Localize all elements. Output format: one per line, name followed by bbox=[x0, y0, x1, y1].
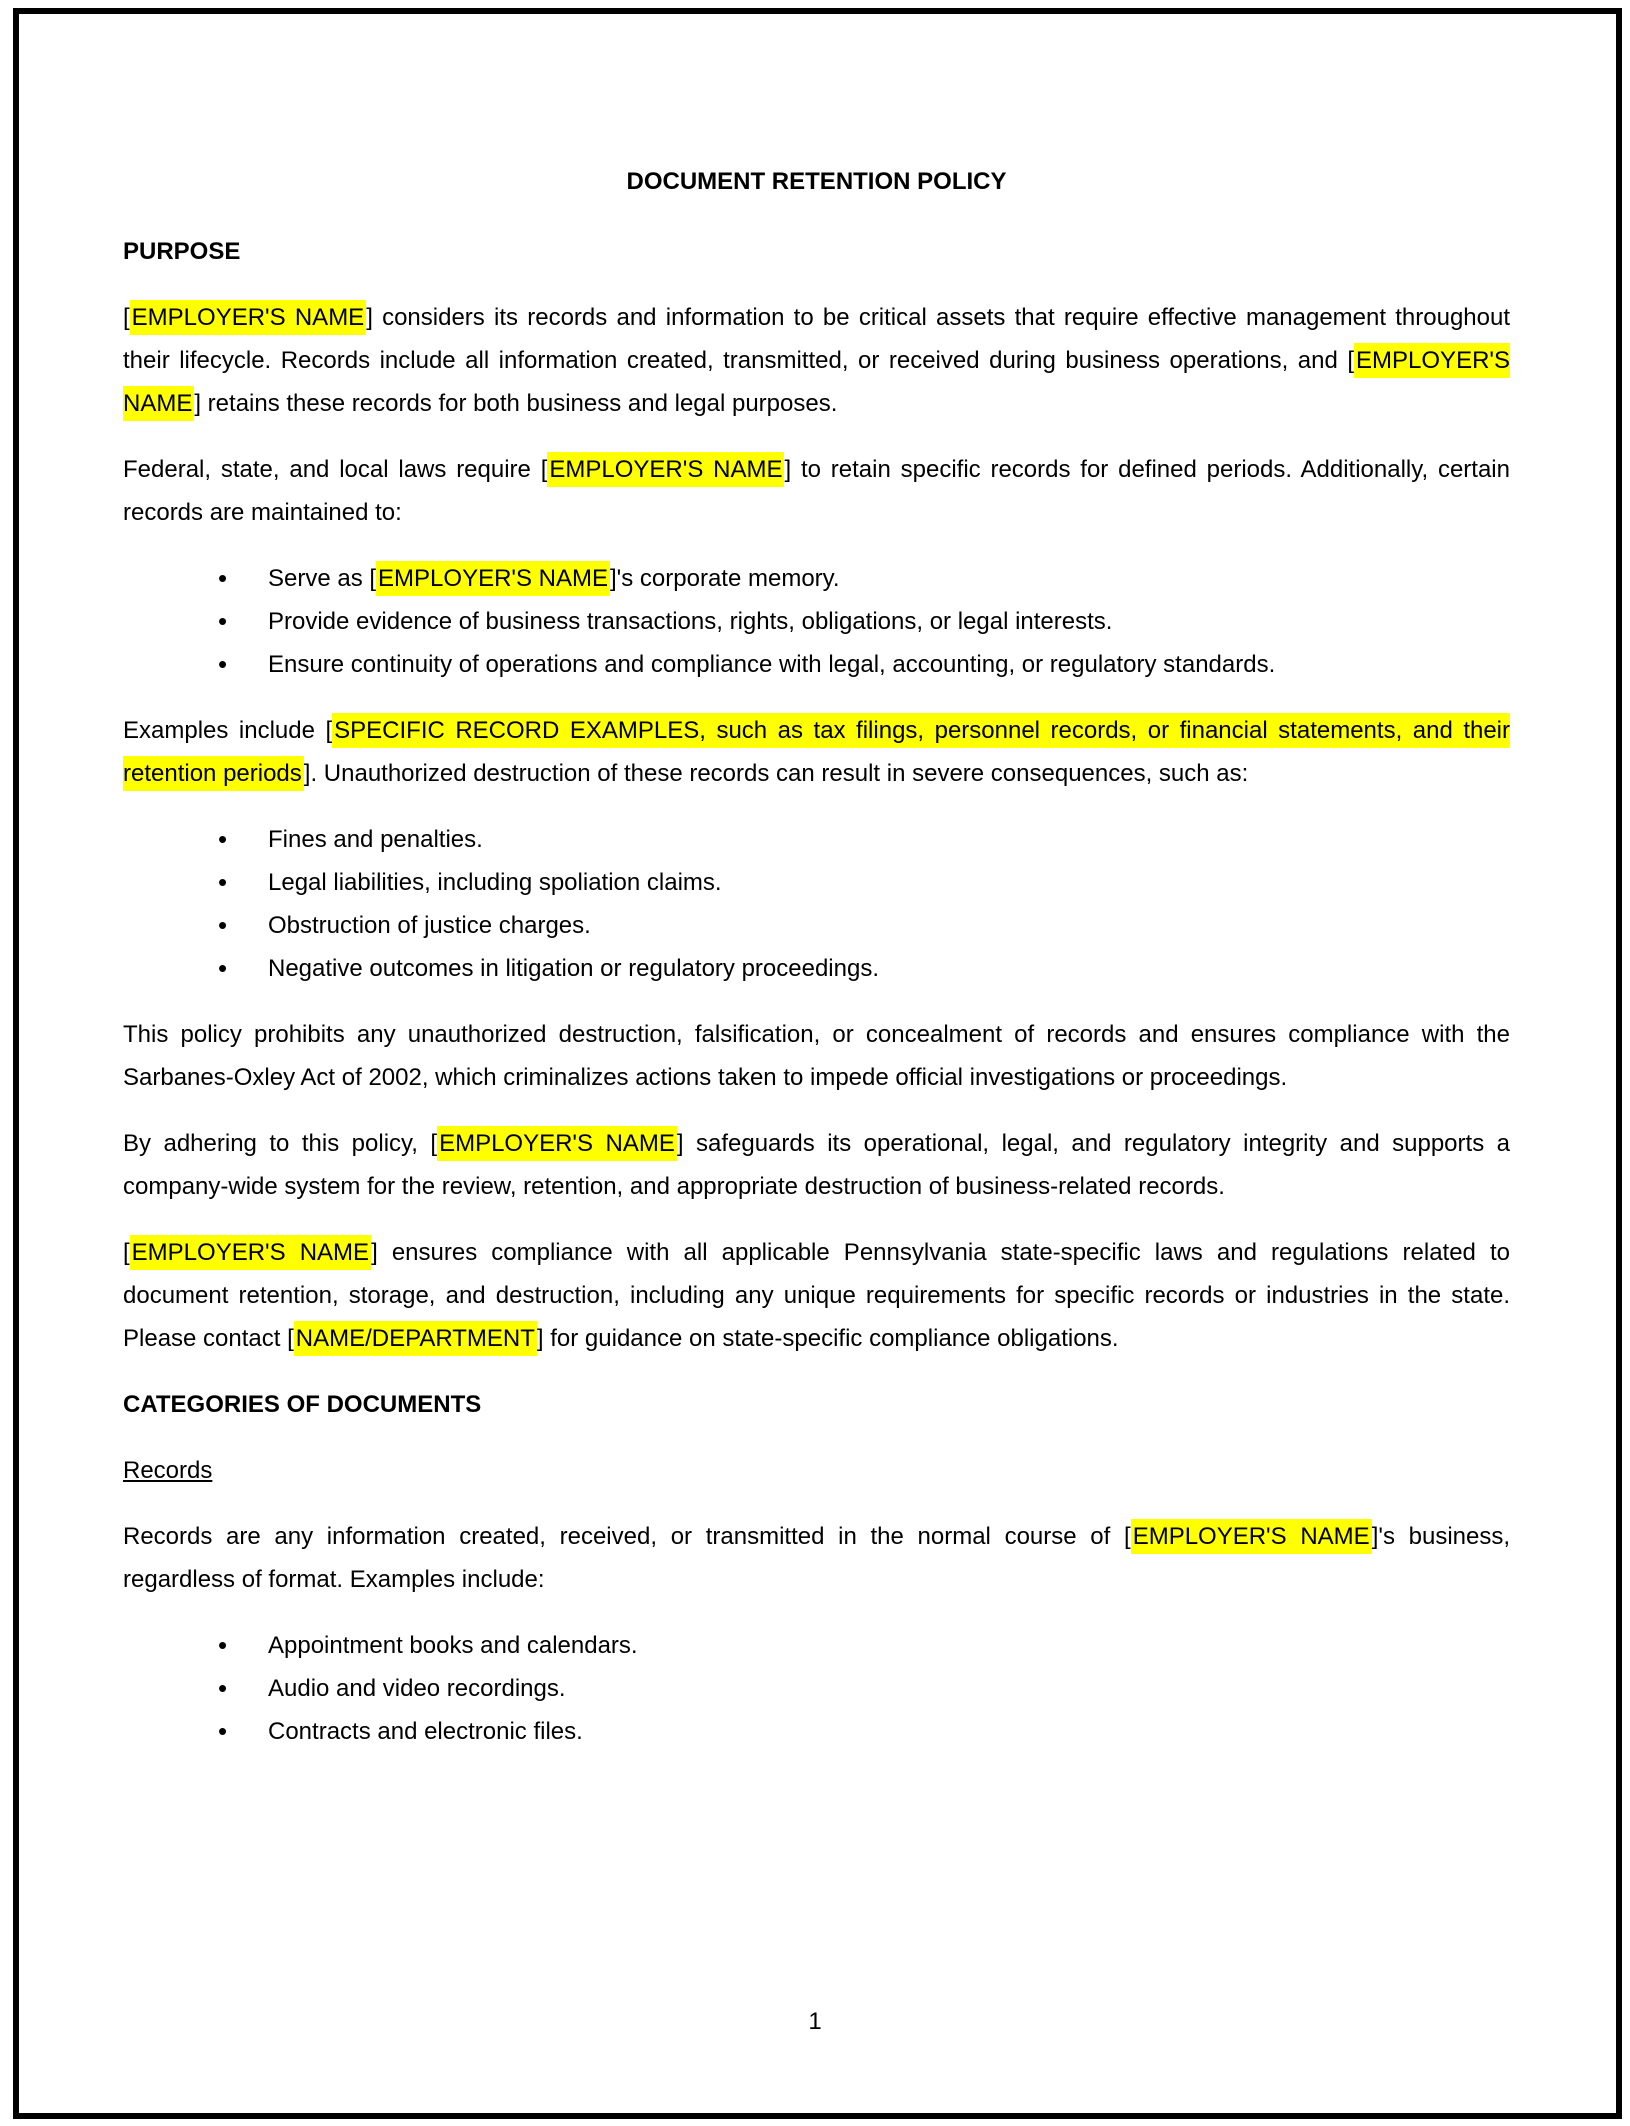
paragraph-records-definition bbox=[123, 1515, 1510, 1601]
text-segment: This policy prohibits any unauthorized destruction, falsification, or concealment of records and ensures compliance with the Sarbanes-Oxley Act of 2002, which criminalizes actions taken to impede official investigations or proceedings. bbox=[123, 1021, 1510, 1091]
text-segment: By adhering to this policy, [ bbox=[123, 1130, 438, 1157]
paragraph-examples bbox=[123, 709, 1510, 795]
paragraph-pennsylvania bbox=[123, 1231, 1510, 1360]
list-consequences bbox=[123, 818, 1510, 990]
highlighted-placeholder: EMPLOYER'S NAME bbox=[130, 1235, 371, 1270]
highlighted-placeholder: EMPLOYER'S NAME bbox=[547, 452, 784, 487]
text-segment: ]. Unauthorized destruction of these records can result in severe consequences, such as: bbox=[303, 760, 1249, 787]
list-item bbox=[123, 1624, 1510, 1667]
paragraph-intro bbox=[123, 296, 1510, 425]
text-segment: ] retains these records for both business and legal purposes. bbox=[194, 390, 838, 417]
highlighted-placeholder: EMPLOYER'S NAME bbox=[437, 1126, 677, 1161]
list-item bbox=[123, 861, 1510, 904]
heading-categories: CATEGORIES OF DOCUMENTS bbox=[123, 1391, 482, 1418]
text-segment: [ bbox=[123, 304, 130, 331]
text-segment: Records are any information created, received, or transmitted in the normal course of [ bbox=[123, 1523, 1131, 1550]
text-segment: ] considers its records and information to be critical assets that require effective management throughout their lifecycle. Records include all information created, transmitted, or received during business operations, and [ bbox=[123, 304, 1511, 374]
list-record-examples bbox=[123, 1624, 1510, 1753]
document-title: DOCUMENT RETENTION POLICY bbox=[626, 168, 1007, 195]
page-number: 1 bbox=[808, 2008, 822, 2035]
paragraph-sox bbox=[123, 1013, 1510, 1099]
text-segment: ]'s business, regardless of format. Examples include: bbox=[123, 1523, 1511, 1593]
heading-purpose: PURPOSE bbox=[123, 238, 241, 265]
text-segment: Fines and penalties. bbox=[268, 826, 483, 853]
list-record-purposes bbox=[123, 557, 1510, 686]
highlighted-placeholder: EMPLOYER'S NAME bbox=[376, 561, 610, 596]
text-segment: Legal liabilities, including spoliation claims. bbox=[268, 869, 722, 896]
paragraph-adherence bbox=[123, 1122, 1510, 1208]
text-segment: Audio and video recordings. bbox=[268, 1675, 566, 1702]
text-segment: ]'s corporate memory. bbox=[610, 565, 840, 592]
text-segment: Serve as [ bbox=[268, 565, 377, 592]
list-item bbox=[123, 904, 1510, 947]
text-segment: Federal, state, and local laws require [ bbox=[123, 456, 548, 483]
text-segment: Ensure continuity of operations and compliance with legal, accounting, or regulatory standards. bbox=[268, 651, 1276, 678]
text-segment: ] ensures compliance with all applicable Pennsylvania state-specific laws and regulations related to document retention, storage, and destruction, including any unique requirements for specific records or industries in the state. Please contact [ bbox=[123, 1239, 1511, 1352]
subheading-records: Records bbox=[123, 1457, 213, 1484]
text-segment: ] to retain specific records for defined periods. Additionally, certain records are maintained to: bbox=[123, 456, 1510, 526]
text-segment: Appointment books and calendars. bbox=[268, 1632, 638, 1659]
highlighted-placeholder: NAME/DEPARTMENT bbox=[294, 1321, 537, 1356]
text-segment: [ bbox=[123, 1239, 130, 1266]
list-item bbox=[123, 947, 1510, 990]
text-segment: Contracts and electronic files. bbox=[268, 1718, 583, 1745]
list-item bbox=[123, 600, 1510, 643]
text-segment: Negative outcomes in litigation or regulatory proceedings. bbox=[268, 955, 880, 982]
text-segment: Examples include [ bbox=[123, 717, 333, 744]
list-item bbox=[123, 557, 1510, 600]
text-segment: ] for guidance on state-specific compliance obligations. bbox=[536, 1325, 1119, 1352]
document-content bbox=[123, 160, 1510, 1776]
highlighted-placeholder: EMPLOYER'S NAME bbox=[123, 343, 1510, 421]
list-item bbox=[123, 1710, 1510, 1753]
text-segment: Obstruction of justice charges. bbox=[268, 912, 591, 939]
list-item bbox=[123, 643, 1510, 686]
list-item bbox=[123, 1667, 1510, 1710]
highlighted-placeholder: EMPLOYER'S NAME bbox=[1131, 1519, 1372, 1554]
highlighted-placeholder: SPECIFIC RECORD EXAMPLES, such as tax filings, personnel records, or financial statements, and their retention periods bbox=[123, 713, 1510, 791]
text-segment: ] safeguards its operational, legal, and regulatory integrity and supports a company-wide system for the review, retention, and appropriate destruction of business-related records. bbox=[123, 1130, 1511, 1200]
text-segment: Provide evidence of business transactions, rights, obligations, or legal interests. bbox=[268, 608, 1113, 635]
list-item bbox=[123, 818, 1510, 861]
highlighted-placeholder: EMPLOYER'S NAME bbox=[130, 300, 367, 335]
paragraph-laws bbox=[123, 448, 1510, 534]
